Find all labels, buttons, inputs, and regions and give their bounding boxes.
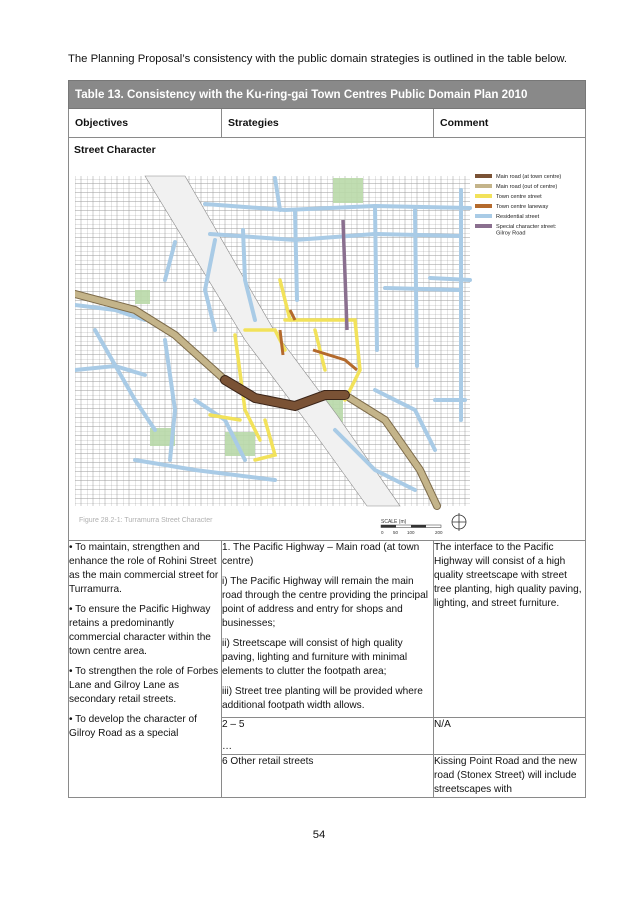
section-title: Street Character	[74, 144, 156, 156]
comment-text: The interface to the Pacific Highway will consist of a high quality streetscape with street tree planting, high quality paving, lighting, and street furniture.	[434, 542, 582, 609]
table-title: Table 13. Consistency with the Ku-ring-gai Town Centres Public Domain Plan 2010	[69, 81, 586, 109]
strategy-item: iii) Street tree planting will be provided where additional footpath width allows.	[222, 686, 423, 711]
comment-text: N/A	[434, 719, 451, 730]
legend-label: Town centre laneway	[496, 204, 549, 210]
header-comment: Comment	[434, 109, 586, 138]
legend-label: Residential street	[496, 214, 540, 220]
scale-tick: 0	[381, 530, 384, 535]
legend-swatch	[475, 214, 492, 218]
comment-cell-2	[434, 718, 586, 755]
scale-tick: 200	[435, 530, 443, 535]
comment-cell-1	[434, 541, 586, 718]
scale-tick: 100	[407, 530, 415, 535]
scale-tick: 50	[393, 530, 399, 535]
legend-label: Main road (out of centre)	[496, 184, 558, 190]
legend-label: Main road (at town centre)	[496, 174, 562, 180]
strategy-item: i) The Pacific Highway will remain the main road through the centre providing the principal point of address and entry for shops and businesses;	[222, 576, 428, 629]
strategy-title: 6 Other retail streets	[222, 756, 314, 767]
legend-swatch	[475, 174, 492, 178]
figure-caption: Figure 28.2-1: Turramurra Street Character	[79, 517, 213, 524]
objective-item: • To develop the character of Gilroy Road as a special	[69, 714, 197, 739]
objectives-cell	[69, 541, 222, 798]
street-character-section	[69, 138, 586, 541]
scale-bar	[381, 519, 443, 535]
strategy-item: ii) Streetscape will consist of high quality paving, lighting and furniture with minimal elements to clutter the footpath area;	[222, 638, 408, 677]
legend-swatch	[475, 204, 492, 208]
objective-item: • To maintain, strengthen and enhance the role of Rohini Street as the main commercial street for Turramurra.	[69, 542, 219, 595]
legend-label: Special character street: Gilroy Road	[496, 224, 557, 237]
strategy-cell-2	[222, 718, 434, 755]
intro-paragraph: The Planning Proposal’s consistency with the public domain strategies is outlined in the table below.	[68, 53, 568, 65]
strategy-cell-3	[222, 755, 434, 798]
legend-swatch	[475, 184, 492, 188]
header-strategies: Strategies	[222, 109, 434, 138]
scale-label: SCALE (m)	[381, 519, 407, 525]
legend-swatch	[475, 194, 492, 198]
consistency-table	[68, 80, 586, 798]
comment-text: Kissing Point Road and the new road (Stonex Street) will include streetscapes with	[434, 756, 578, 795]
page-number: 54	[312, 829, 326, 841]
strategy-cell-1	[222, 541, 434, 718]
objective-item: • To ensure the Pacific Highway retains a predominantly commercial character within the town centre area.	[69, 604, 211, 657]
header-objectives: Objectives	[69, 109, 222, 138]
legend-label: Town centre street	[496, 194, 542, 200]
comment-cell-3	[434, 755, 586, 798]
legend-swatch	[475, 224, 492, 228]
strategy-title: 1. The Pacific Highway – Main road (at town centre)	[222, 542, 420, 567]
objective-item: • To strengthen the role of Forbes Lane and Gilroy Lane as secondary retail streets.	[69, 666, 219, 705]
strategy-title: 2 – 5	[222, 719, 245, 730]
map-figure	[75, 170, 579, 535]
street-character-map	[75, 170, 579, 535]
north-arrow-icon	[452, 513, 466, 531]
map-legend	[475, 174, 561, 237]
strategy-item: …	[222, 741, 233, 752]
